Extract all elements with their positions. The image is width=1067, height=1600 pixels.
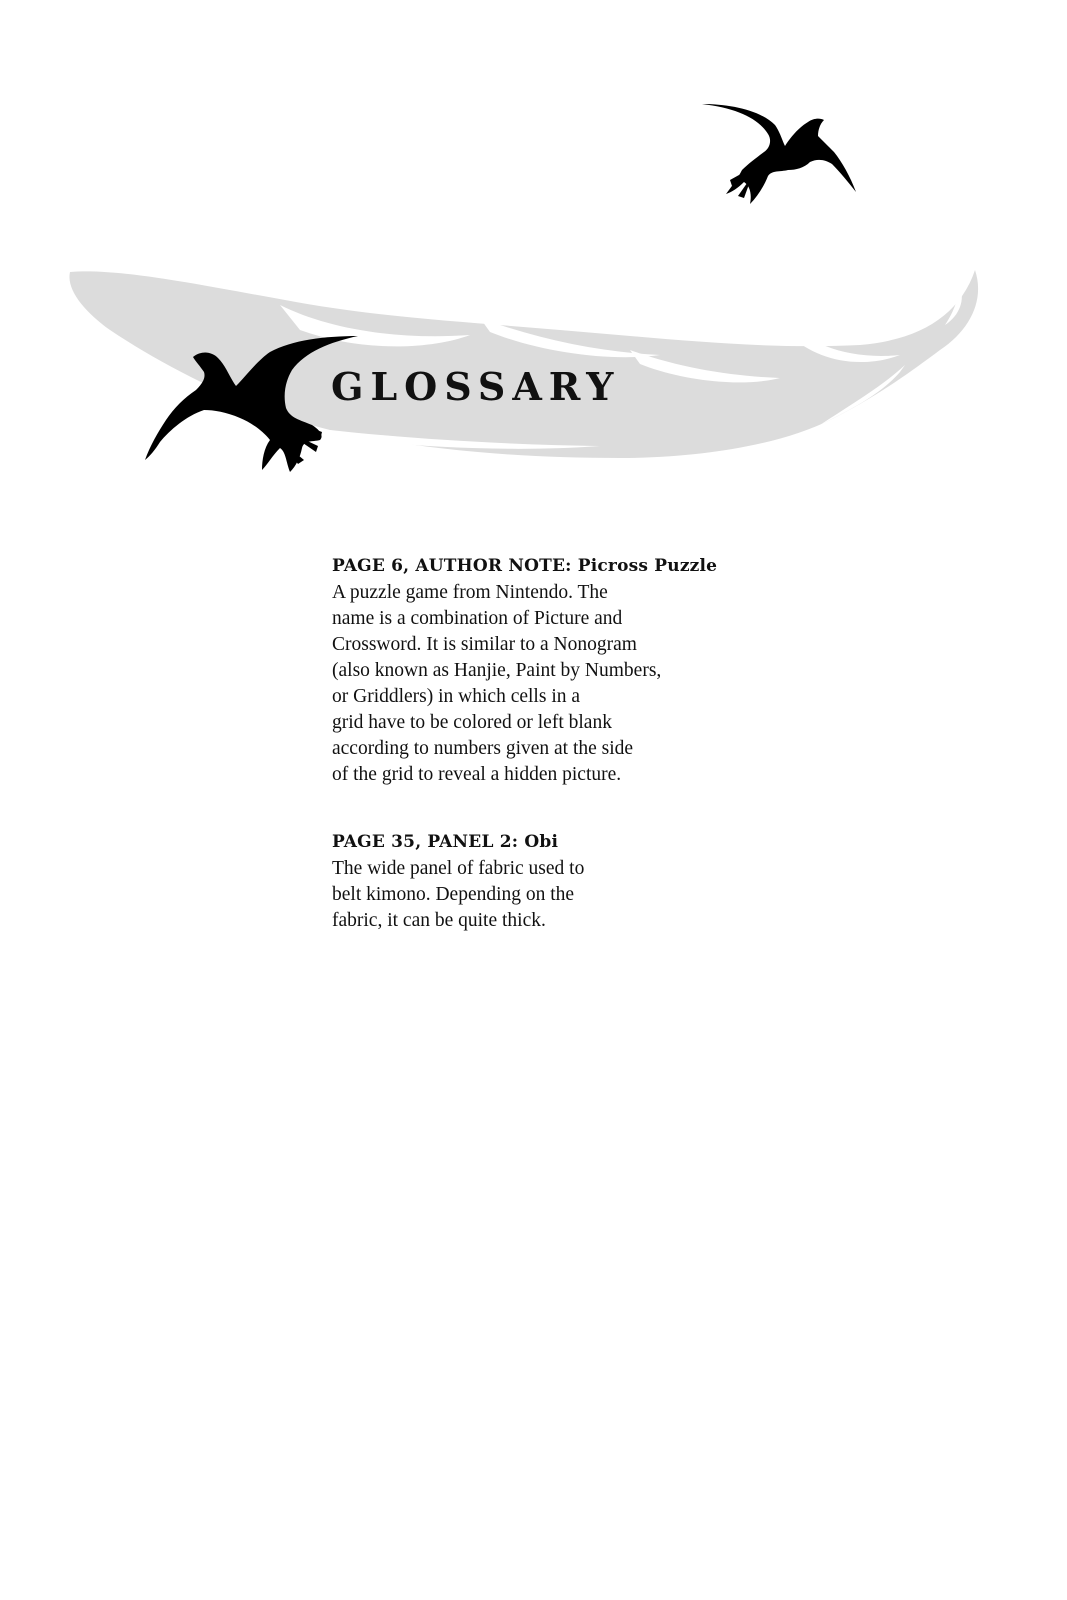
- glossary-title: GLOSSARY: [331, 364, 621, 409]
- entry-text-line: or Griddlers) in which cells in a: [332, 686, 581, 707]
- entry-text-line: of the grid to reveal a hidden picture.: [332, 764, 622, 785]
- entry-heading: PAGE 6, AUTHOR NOTE: Picross Puzzle: [332, 556, 718, 576]
- entry-heading: PAGE 35, PANEL 2: Obi: [332, 832, 559, 852]
- bird-silhouette-icon: [702, 104, 856, 204]
- entry-text-line: grid have to be colored or left blank: [332, 712, 612, 733]
- entry-text-line: fabric, it can be quite thick.: [332, 910, 546, 931]
- entry-text-line: A puzzle game from Nintendo. The: [332, 582, 608, 603]
- entry-text-line: name is a combination of Picture and: [332, 608, 623, 629]
- entry-text-line: Crossword. It is similar to a Nonogram: [332, 634, 637, 655]
- header-artwork: [0, 0, 1067, 520]
- glossary-entry: [332, 832, 752, 934]
- entry-text-line: belt kimono. Depending on the: [332, 884, 575, 905]
- entry-text-line: (also known as Hanjie, Paint by Numbers,: [332, 660, 662, 681]
- entry-text-line: according to numbers given at the side: [332, 738, 634, 759]
- glossary-entry: [332, 556, 752, 788]
- entry-text-line: The wide panel of fabric used to: [332, 858, 585, 879]
